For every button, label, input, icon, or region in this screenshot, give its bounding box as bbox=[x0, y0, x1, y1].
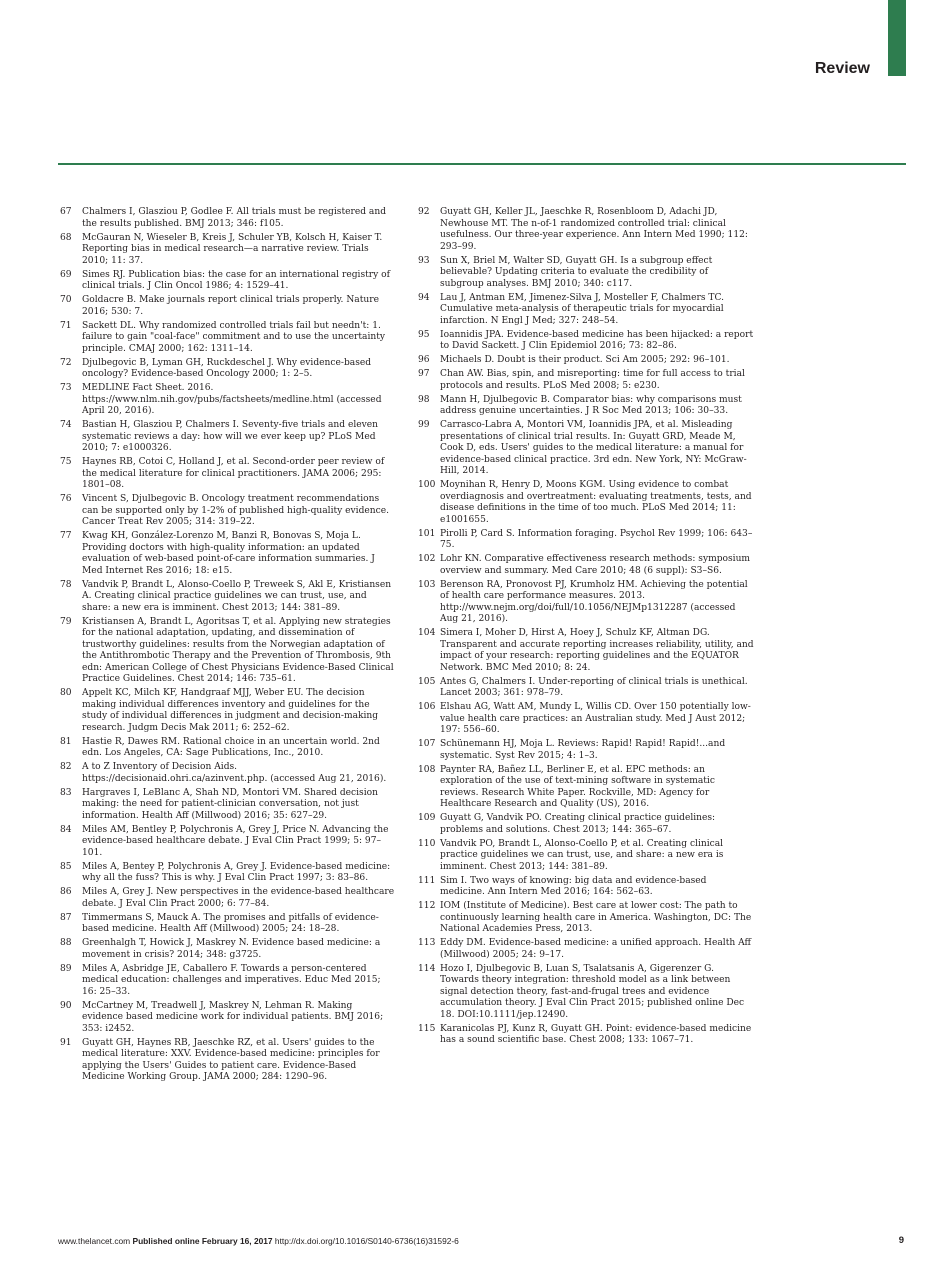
reference-text: Berenson RA, Pronovost PJ, Krumholz HM. Achieving the potential of health care performance measures. 2013. http://www.nejm.org/doi/full/10.1056/NEJMp1312287 (accessed Aug 21, 2016). bbox=[440, 579, 748, 624]
reference-text: Miles A, Asbridge JE, Caballero F. Towards a person-centered medical education: challenges and imperatives. Educ Med 2015; 16: 25–33. bbox=[82, 963, 381, 997]
reference-text: Greenhalgh T, Howick J, Maskrey N. Evidence based medicine: a movement in crisis? 2014; 348: g3725. bbox=[82, 938, 381, 960]
reference-number: 108 bbox=[418, 764, 436, 775]
reference-number: 100 bbox=[418, 480, 436, 490]
reference-item bbox=[60, 207, 396, 230]
reference-text: Guyatt G, Vandvik PO. Creating clinical practice guidelines: problems and solutions. Chest 2013; 144: 365–67. bbox=[440, 813, 716, 835]
reference-text: A to Z Inventory of Decision Aids. https://decisionaid.ohri.ca/azinvent.php. (accessed Aug 21, 2016). bbox=[82, 762, 387, 784]
reference-text: Miles A, Grey J. New perspectives in the evidence-based healthcare debate. J Eval Clin Pract 2000; 6: 77–84. bbox=[82, 887, 395, 909]
reference-number: 110 bbox=[418, 838, 436, 849]
reference-item bbox=[418, 702, 754, 737]
reference-text: Pirolli P, Card S. Information foraging. Psychol Rev 1999; 106: 643–75. bbox=[440, 528, 753, 550]
reference-item bbox=[60, 862, 396, 885]
reference-text: Paynter RA, Bañez LL, Berliner E, et al. EPC methods: an exploration of the use of text-mining software in systematic reviews. Research White Paper. Rockville, MD: Agency for Healthcare Research and Quality (US), 2016. bbox=[440, 764, 715, 809]
reference-text: Hastie R, Dawes RM. Rational choice in an uncertain world. 2nd edn. Los Angeles, CA: Sage Publications, Inc., 2010. bbox=[82, 736, 380, 758]
reference-text: Bastian H, Glasziou P, Chalmers I. Seventy-five trials and eleven systematic reviews a day: how will we ever keep up? PLoS Med 2010; 7: e1000326. bbox=[82, 420, 379, 453]
reference-text: Sackett DL. Why randomized controlled trials fail but needn't: 1. failure to gain "coal-face" commitment and to use the uncertainty principle. CMAJ 2000; 162: 1311–14. bbox=[82, 320, 386, 354]
reference-item bbox=[60, 688, 396, 734]
reference-item bbox=[60, 321, 396, 356]
reference-item bbox=[60, 457, 396, 492]
reference-text: Schünemann HJ, Moja L. Reviews: Rapid! Rapid! Rapid!...and systematic. Syst Rev 2015; 4: 1–3. bbox=[440, 739, 726, 761]
reference-number: 98 bbox=[418, 394, 430, 405]
reference-text: Moynihan R, Henry D, Moons KGM. Using evidence to combat overdiagnosis and overtreatment: evaluating treatments, tests, and disease definitions in the time of too much. PLoS Med 2014; 11: e1001655. bbox=[440, 480, 752, 525]
reference-text: Sun X, Briel M, Walter SD, Guyatt GH. Is a subgroup effect believable? Updating criteria to evaluate the credibility of subgroup analyses. BMJ 2010; 340: c117. bbox=[440, 255, 713, 289]
reference-text: Simera I, Moher D, Hirst A, Hoey J, Schulz KF, Altman DG. Transparent and accurate reporting increases reliability, utility, and impact of your research: reporting guidelines and the EQUATOR Network. BMC Med 2010; 8: 24. bbox=[440, 628, 754, 673]
section-label: Review bbox=[814, 60, 870, 77]
reference-text: Chalmers I, Glasziou P, Godlee F. All trials must be registered and the results published. BMJ 2013; 346: f105. bbox=[82, 207, 387, 229]
reference-number: 114 bbox=[418, 963, 436, 974]
reference-number: 107 bbox=[418, 739, 436, 749]
reference-text: Kwag KH, González-Lorenzo M, Banzi R, Bonovas S, Moja L. Providing doctors with high-quality information: an updated evaluation of web-based point-of-care information summaries. J Med Internet Res 2016; 18: e15. bbox=[82, 531, 375, 576]
reference-item bbox=[60, 964, 396, 999]
reference-text: Vandvik P, Brandt L, Alonso-Coello P, Treweek S, Akl E, Kristiansen A. Creating clinical practice guidelines we can trust, use, and share: a new era is imminent. Chest 2013; 144: 381–89. bbox=[82, 579, 392, 613]
footer-site-link[interactable]: www.thelancet.com bbox=[58, 1236, 131, 1246]
reference-item bbox=[60, 270, 396, 293]
references-left-column bbox=[60, 207, 396, 1086]
page-number: 9 bbox=[898, 1235, 904, 1246]
reference-item bbox=[60, 1038, 396, 1084]
reference-number: 81 bbox=[60, 736, 72, 747]
reference-item bbox=[60, 938, 396, 961]
reference-number: 82 bbox=[60, 762, 72, 772]
reference-text: IOM (Institute of Medicine). Best care at lower cost: The path to continuously learning health care in America. Washington, DC: The National Academies Press, 2013. bbox=[440, 901, 752, 934]
reference-number: 105 bbox=[418, 676, 436, 687]
reference-number: 102 bbox=[418, 554, 436, 564]
reference-number: 96 bbox=[418, 355, 430, 365]
reference-number: 76 bbox=[60, 494, 72, 504]
reference-number: 85 bbox=[60, 861, 72, 872]
reference-item bbox=[60, 358, 396, 381]
reference-number: 84 bbox=[60, 824, 72, 835]
reference-item bbox=[60, 531, 396, 577]
references-right-column bbox=[418, 207, 754, 1049]
reference-number: 97 bbox=[418, 369, 430, 379]
reference-number: 72 bbox=[60, 357, 72, 368]
reference-number: 103 bbox=[418, 579, 436, 590]
reference-number: 73 bbox=[60, 383, 72, 393]
reference-text: Kristiansen A, Brandt L, Agoritsas T, et al. Applying new strategies for the national adaptation, updating, and dissemination of trustworthy guidelines: results from the Norwegian adaptation of the Antithrombotic Therapy and the Prevention of Thrombosis, 9th edn: American College of Chest Physicians Evidence-Based Clinical Practice Guidelines. Chest 2014; 146: 735–61. bbox=[82, 616, 394, 684]
reference-text: Simes RJ. Publication bias: the case for an international registry of clinical trials. J Clin Oncol 1986; 4: 1529–41. bbox=[82, 269, 390, 291]
reference-text: MEDLINE Fact Sheet. 2016. https://www.nlm.nih.gov/pubs/factsheets/medline.html (accessed April 20, 2016). bbox=[82, 383, 382, 416]
reference-item bbox=[60, 233, 396, 268]
reference-text: Mann H, Djulbegovic B. Comparator bias: why comparisons must address genuine uncertainties. J R Soc Med 2013; 106: 30–33. bbox=[440, 394, 742, 416]
reference-number: 99 bbox=[418, 420, 430, 430]
reference-item bbox=[60, 494, 396, 529]
reference-number: 77 bbox=[60, 531, 72, 541]
reference-item bbox=[418, 1024, 754, 1047]
reference-item bbox=[60, 383, 396, 418]
reference-text: Ioannidis JPA. Evidence-based medicine has been hijacked: a report to David Sackett. J Clin Epidemiol 2016; 73: 82–86. bbox=[440, 329, 754, 351]
reference-text: Karanicolas PJ, Kunz R, Guyatt GH. Point: evidence-based medicine has a sound scientific base. Chest 2008; 133: 1067–71. bbox=[440, 1023, 752, 1045]
reference-number: 91 bbox=[60, 1037, 72, 1048]
footer-citation bbox=[58, 1236, 459, 1246]
reference-number: 83 bbox=[60, 787, 72, 798]
reference-item bbox=[60, 887, 396, 910]
reference-number: 69 bbox=[60, 269, 72, 280]
reference-text: Sim I. Two ways of knowing: big data and evidence-based medicine. Ann Intern Med 2016; 164: 562–63. bbox=[440, 875, 707, 897]
reference-item bbox=[418, 964, 754, 1022]
reference-text: Chan AW. Bias, spin, and misreporting: time for full access to trial protocols and results. PLoS Med 2008; 5: e230. bbox=[440, 369, 745, 391]
reference-item bbox=[418, 330, 754, 353]
reference-item bbox=[60, 913, 396, 936]
reference-text: Goldacre B. Make journals report clinical trials properly. Nature 2016; 530: 7. bbox=[82, 295, 379, 317]
reference-item bbox=[418, 765, 754, 811]
reference-item bbox=[60, 762, 396, 785]
reference-item bbox=[418, 813, 754, 836]
reference-text: Djulbegovic B, Lyman GH, Ruckdeschel J. Why evidence-based oncology? Evidence-based Oncology 2000; 1: 2–5. bbox=[82, 357, 372, 379]
reference-text: Timmermans S, Mauck A. The promises and pitfalls of evidence-based medicine. Health Aff (Millwood) 2005; 24: 18–28. bbox=[82, 912, 379, 934]
reference-text: Miles A, Bentey P, Polychronis A, Grey J. Evidence-based medicine: why all the fuss? This is why. J Eval Clin Pract 1997; 3: 83–86. bbox=[82, 861, 391, 883]
reference-item bbox=[60, 617, 396, 686]
reference-number: 70 bbox=[60, 295, 72, 305]
reference-number: 101 bbox=[418, 528, 436, 539]
reference-number: 87 bbox=[60, 912, 72, 923]
reference-item bbox=[418, 739, 754, 762]
reference-number: 89 bbox=[60, 963, 72, 974]
reference-item bbox=[60, 737, 396, 760]
reference-text: Hargraves I, LeBlanc A, Shah ND, Montori VM. Shared decision making: the need for patient-clinician conversation, not just information. Health Aff (Millwood) 2016; 35: 627–29. bbox=[82, 787, 378, 821]
header-rule bbox=[58, 163, 906, 165]
reference-text: Haynes RB, Cotoi C, Holland J, et al. Second-order peer review of the medical literature for clinical practitioners. JAMA 2006; 295: 1801–08. bbox=[82, 457, 385, 490]
reference-item bbox=[418, 420, 754, 478]
reference-item bbox=[418, 480, 754, 526]
reference-number: 94 bbox=[418, 292, 430, 303]
reference-number: 104 bbox=[418, 628, 436, 638]
reference-item bbox=[418, 529, 754, 552]
reference-item bbox=[60, 825, 396, 860]
reference-number: 115 bbox=[418, 1023, 436, 1034]
reference-number: 90 bbox=[60, 1000, 72, 1011]
reference-number: 106 bbox=[418, 702, 436, 712]
reference-item bbox=[418, 580, 754, 626]
reference-number: 80 bbox=[60, 688, 72, 698]
reference-number: 109 bbox=[418, 813, 436, 823]
reference-text: Appelt KC, Milch KF, Handgraaf MJJ, Weber EU. The decision making individual differences inventory and guidelines for the study of individual differences in judgment and decision-making research. Judgm Decis Mak 2011; 6: 252–62. bbox=[82, 688, 379, 733]
reference-number: 86 bbox=[60, 887, 72, 897]
reference-text: Miles AM, Bentley P, Polychronis A, Grey J, Price N. Advancing the evidence-based healthcare debate. J Eval Clin Pract 1999; 5: 97–101. bbox=[82, 824, 389, 858]
reference-item bbox=[60, 580, 396, 615]
reference-item bbox=[418, 369, 754, 392]
reference-number: 112 bbox=[418, 901, 436, 911]
footer-published: Published online February 16, 2017 bbox=[132, 1236, 273, 1246]
reference-number: 95 bbox=[418, 329, 430, 340]
reference-item bbox=[60, 295, 396, 318]
reference-number: 78 bbox=[60, 579, 72, 590]
reference-text: McCartney M, Treadwell J, Maskrey N, Lehman R. Making evidence based medicine work for individual patients. BMJ 2016; 353: i2452. bbox=[82, 1000, 384, 1034]
reference-item bbox=[60, 788, 396, 823]
reference-item bbox=[418, 256, 754, 291]
reference-number: 93 bbox=[418, 255, 430, 266]
reference-number: 88 bbox=[60, 938, 72, 948]
reference-text: Elshau AG, Watt AM, Mundy L, Willis CD. Over 150 potentially low-value health care practices: an Australian study. Med J Aust 2012; 197: 556–60. bbox=[440, 702, 751, 735]
reference-item bbox=[418, 207, 754, 253]
reference-text: Vincent S, Djulbegovic B. Oncology treatment recommendations can be supported only by 1-2% of published high-quality evidence. Cancer Treat Rev 2005; 314: 319–22. bbox=[82, 494, 390, 527]
reference-number: 75 bbox=[60, 457, 72, 467]
reference-number: 68 bbox=[60, 232, 72, 243]
reference-item bbox=[418, 395, 754, 418]
footer-doi-link[interactable]: http://dx.doi.org/10.1016/S0140-6736(16)31592-6 bbox=[274, 1236, 459, 1246]
reference-text: Eddy DM. Evidence-based medicine: a unified approach. Health Aff (Millwood) 2005; 24: 9–17. bbox=[440, 938, 751, 960]
reference-number: 67 bbox=[60, 207, 72, 217]
reference-text: Guyatt GH, Keller JL, Jaeschke R, Rosenbloom D, Adachi JD, Newhouse MT. The n-of-1 randomized controlled trial: clinical usefulness. Our three-year experience. Ann Intern Med 1990; 112: 293–99. bbox=[440, 207, 748, 252]
reference-item bbox=[418, 839, 754, 874]
section-color-tab bbox=[888, 0, 906, 76]
reference-text: Hozo I, Djulbegovic B, Luan S, Tsalatsanis A, Gigerenzer G. Towards theory integration: threshold model as a link between signal detection theory, fast-and-frugal trees and evidence accumulation theory. J Eval Clin Pract 2015; published online Dec 18. DOI:10.1111/jep.12490. bbox=[440, 963, 745, 1020]
reference-item bbox=[418, 938, 754, 961]
reference-text: Vandvik PO, Brandt L, Alonso-Coello P, et al. Creating clinical practice guidelines we can trust, use, and share: a new era is imminent. Chest 2013; 144: 381–89. bbox=[440, 838, 724, 872]
reference-item bbox=[60, 1001, 396, 1036]
reference-text: Carrasco-Labra A, Montori VM, Ioannidis JPA, et al. Misleading presentations of clinical trial results. In: Guyatt GRD, Meade M, Cook D, eds. Users' guides to the medical literature: a manual for evidence-based clinical practice. 3rd edn. New York, NY: McGraw-Hill, 2014. bbox=[440, 420, 747, 476]
reference-text: McGauran N, Wieseler B, Kreis J, Schuler YB, Kolsch H, Kaiser T. Reporting bias in medical research—a narrative review. Trials 2010; 11: 37. bbox=[82, 232, 383, 266]
reference-number: 113 bbox=[418, 938, 436, 948]
reference-number: 92 bbox=[418, 207, 430, 217]
reference-item bbox=[418, 677, 754, 700]
reference-item bbox=[418, 628, 754, 674]
reference-text: Antes G, Chalmers I. Under-reporting of clinical trials is unethical. Lancet 2003; 361: 978–79. bbox=[440, 676, 748, 698]
reference-item bbox=[418, 293, 754, 328]
reference-number: 71 bbox=[60, 320, 72, 331]
reference-item bbox=[418, 554, 754, 577]
reference-text: Lau J, Antman EM, Jimenez-Silva J, Mosteller F, Chalmers TC. Cumulative meta-analysis of therapeutic trials for myocardial infarction. N Engl J Med; 327: 248–54. bbox=[440, 292, 724, 326]
reference-number: 111 bbox=[418, 875, 436, 886]
reference-text: Guyatt GH, Haynes RB, Jaeschke RZ, et al. Users' guides to the medical literature: XXV. Evidence-based medicine: principles for applying the Users' Guides to patient care. Evidence-Based Medicine Working Group. JAMA 2000; 284: 1290–96. bbox=[82, 1037, 380, 1082]
reference-item bbox=[418, 876, 754, 899]
reference-text: Lohr KN. Comparative effectiveness research methods: symposium overview and summary. Med Care 2010; 48 (6 suppl): S3–S6. bbox=[440, 554, 751, 576]
reference-text: Michaels D. Doubt is their product. Sci Am 2005; 292: 96–101. bbox=[440, 355, 730, 365]
reference-item bbox=[418, 355, 754, 367]
reference-item bbox=[418, 901, 754, 936]
reference-number: 79 bbox=[60, 616, 72, 627]
reference-number: 74 bbox=[60, 420, 72, 430]
reference-item bbox=[60, 420, 396, 455]
